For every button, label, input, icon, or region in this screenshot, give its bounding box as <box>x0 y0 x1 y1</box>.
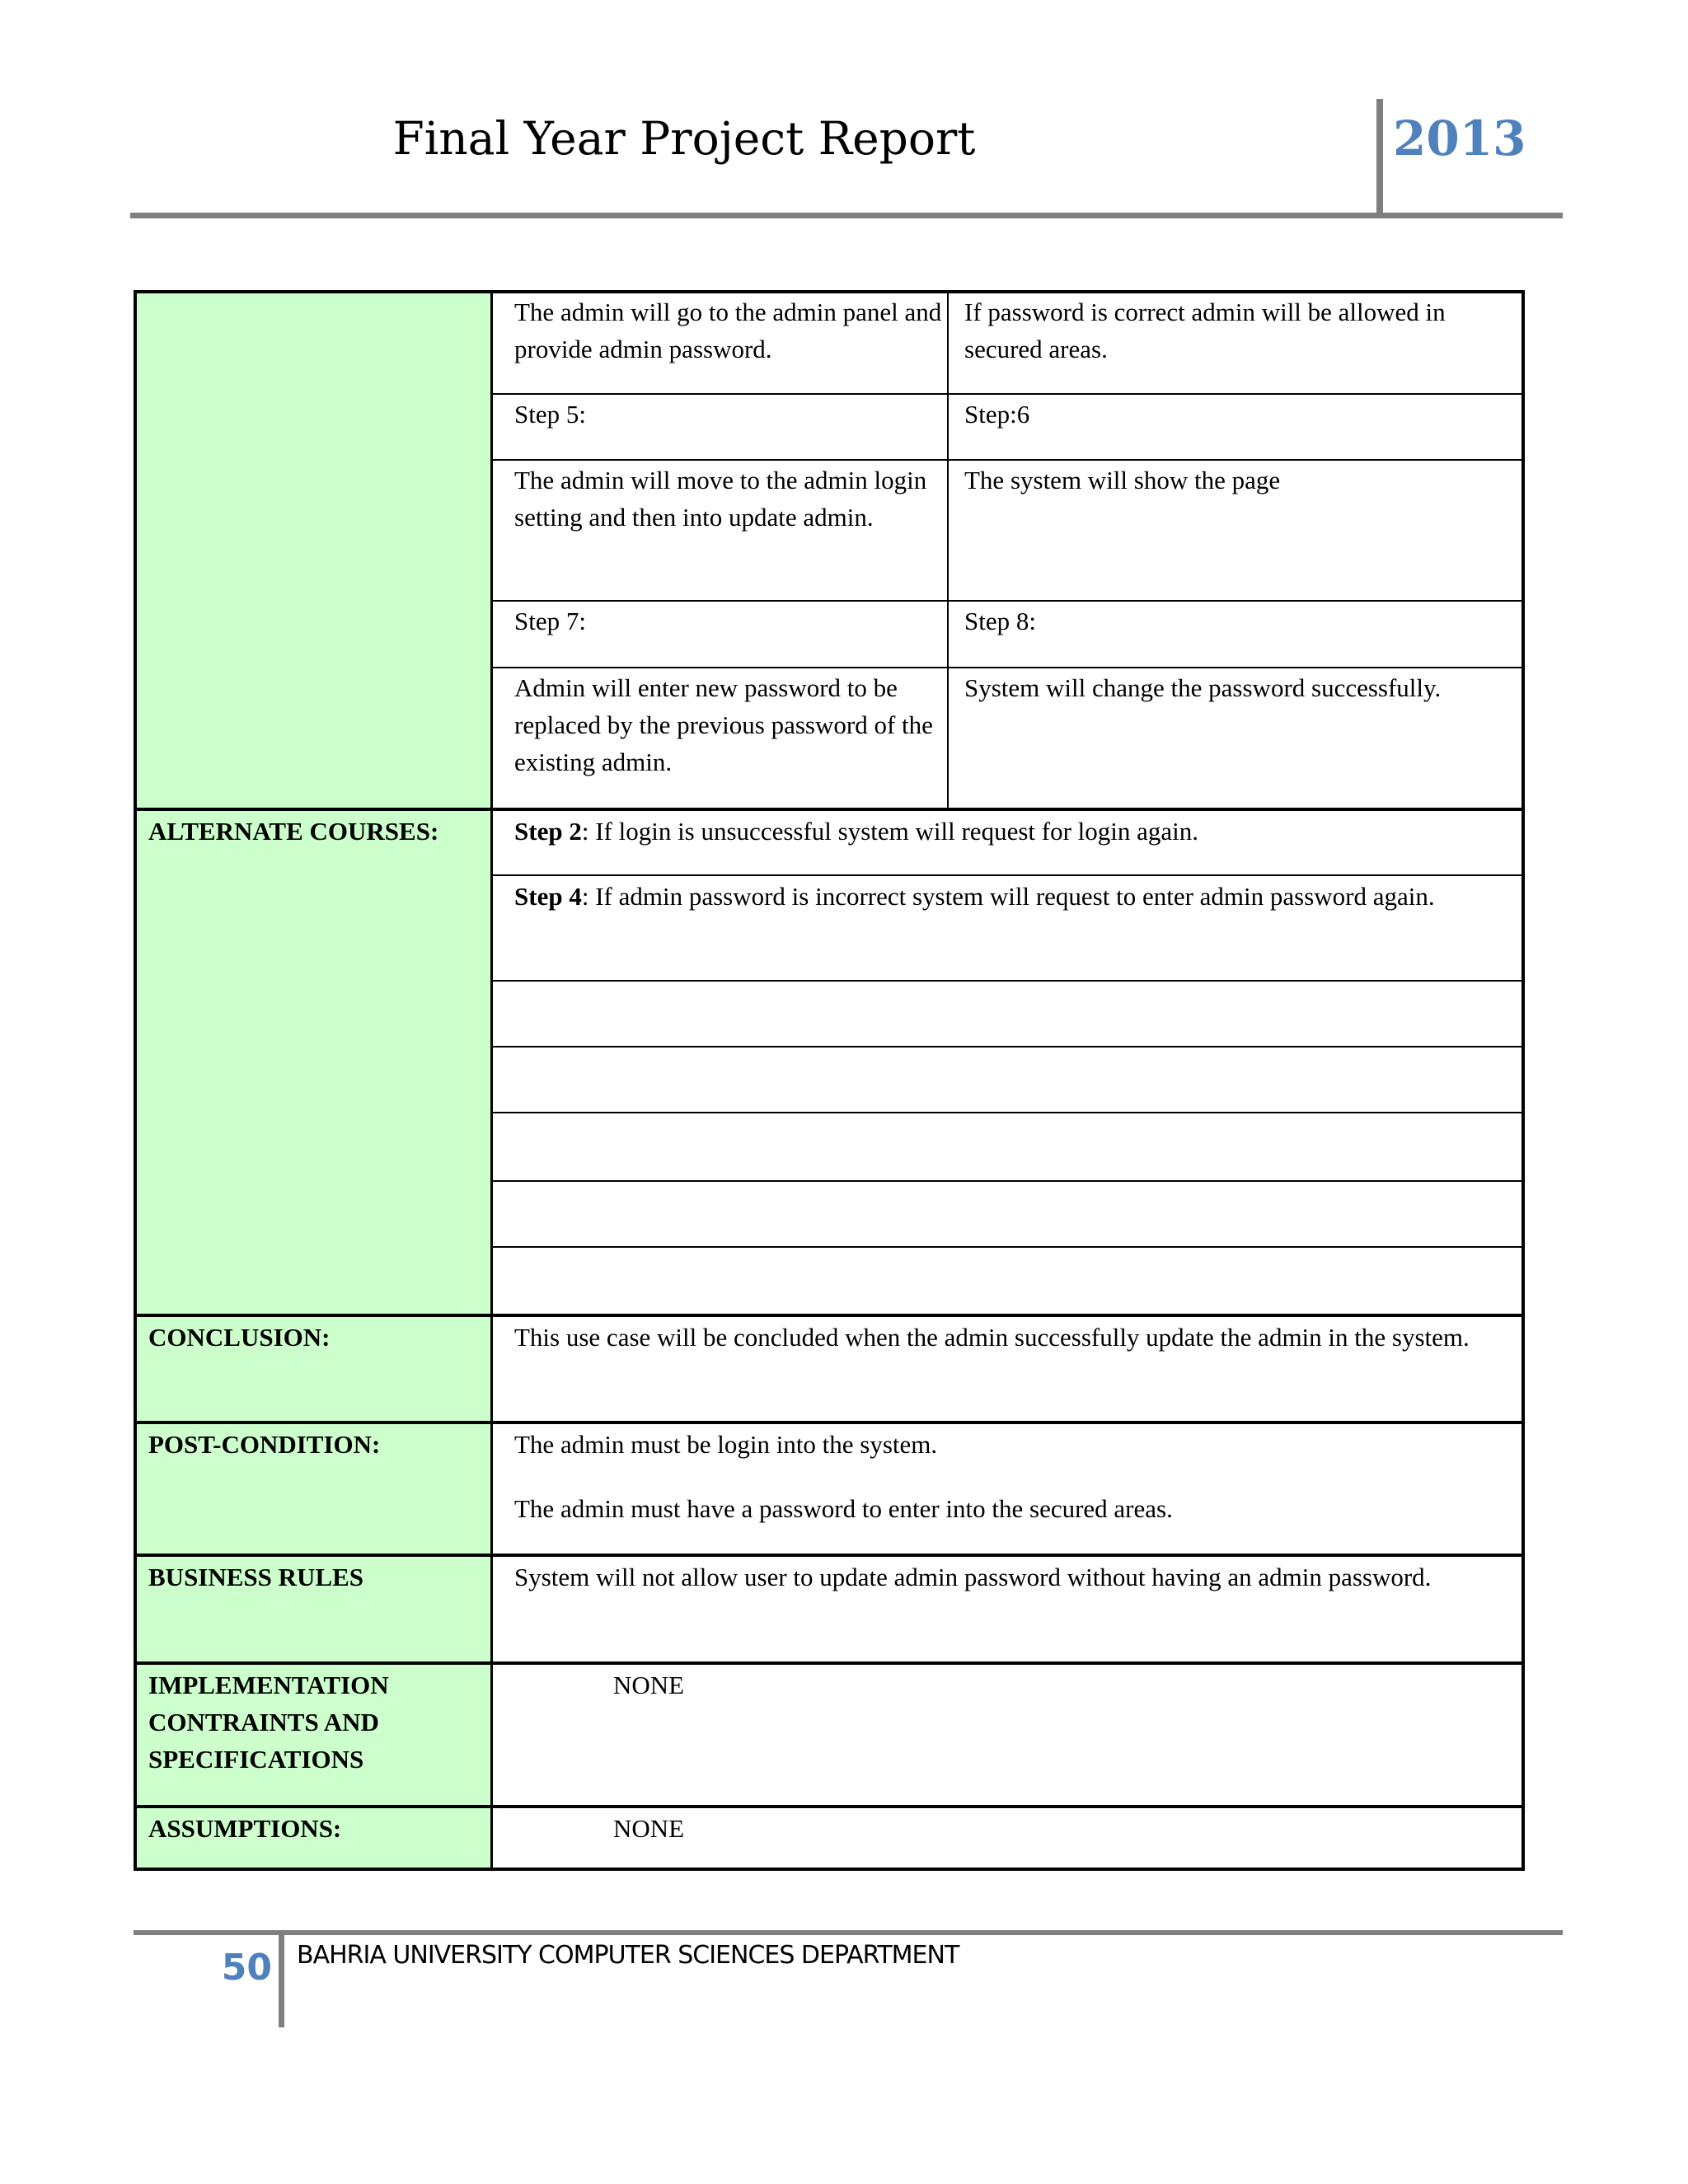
assumptions-label: ASSUMPTIONS: <box>148 1814 342 1843</box>
step-right-2: Step:6 <box>964 400 1030 429</box>
post-condition-line-1: The admin must be login into the system. <box>514 1430 938 1459</box>
post-condition-label: POST-CONDITION: <box>148 1430 381 1459</box>
step-right-5: System will change the password successfully. <box>964 673 1442 702</box>
conclusion-label: CONCLUSION: <box>148 1323 331 1352</box>
implementation-value: NONE <box>613 1671 685 1699</box>
post-condition-line-2: The admin must have a password to enter into the secured areas. <box>514 1494 1173 1523</box>
page-number: 50 <box>221 1947 272 1989</box>
step-right-3: The system will show the page <box>964 466 1281 494</box>
business-rules-text: System will not allow user to update admin password without having an admin password. <box>514 1563 1432 1591</box>
step-left-4: Step 7: <box>514 607 586 635</box>
header-rule <box>130 213 1563 218</box>
header-year: 2013 <box>1393 110 1526 166</box>
step-left-3: The admin will move to the admin login setting and then into update admin. <box>514 466 927 532</box>
footer-department: BAHRIA UNIVERSITY COMPUTER SCIENCES DEPARTMENT <box>297 1941 959 1970</box>
label-column-bg <box>134 290 493 1871</box>
alternate-course-2: Step 4: If admin password is incorrect system will request to enter admin password again. <box>514 882 1435 911</box>
assumptions-value: NONE <box>613 1814 685 1843</box>
step-right-1: If password is correct admin will be allowed in secured areas. <box>964 298 1446 363</box>
page-title: Final Year Project Report <box>392 112 976 165</box>
header-divider <box>1376 99 1383 216</box>
alternate-course-1: Step 2: If login is unsuccessful system will request for login again. <box>514 817 1199 846</box>
step-left-1: The admin will go to the admin panel and provide admin password. <box>514 298 942 363</box>
business-rules-label: BUSINESS RULES <box>148 1563 364 1591</box>
use-case-table <box>134 290 1525 1871</box>
step-left-5: Admin will enter new password to be replaced by the previous password of the existing admin. <box>514 673 933 776</box>
step-right-4: Step 8: <box>964 607 1036 635</box>
implementation-label: IMPLEMENTATION CONTRAINTS AND SPECIFICATIONS <box>148 1671 389 1774</box>
alternate-courses-label: ALTERNATE COURSES: <box>148 817 439 846</box>
footer-divider <box>279 1935 284 2027</box>
footer-rule <box>134 1930 1563 1935</box>
step-left-2: Step 5: <box>514 400 586 429</box>
conclusion-text: This use case will be concluded when the admin successfully update the admin in the system. <box>514 1323 1470 1352</box>
